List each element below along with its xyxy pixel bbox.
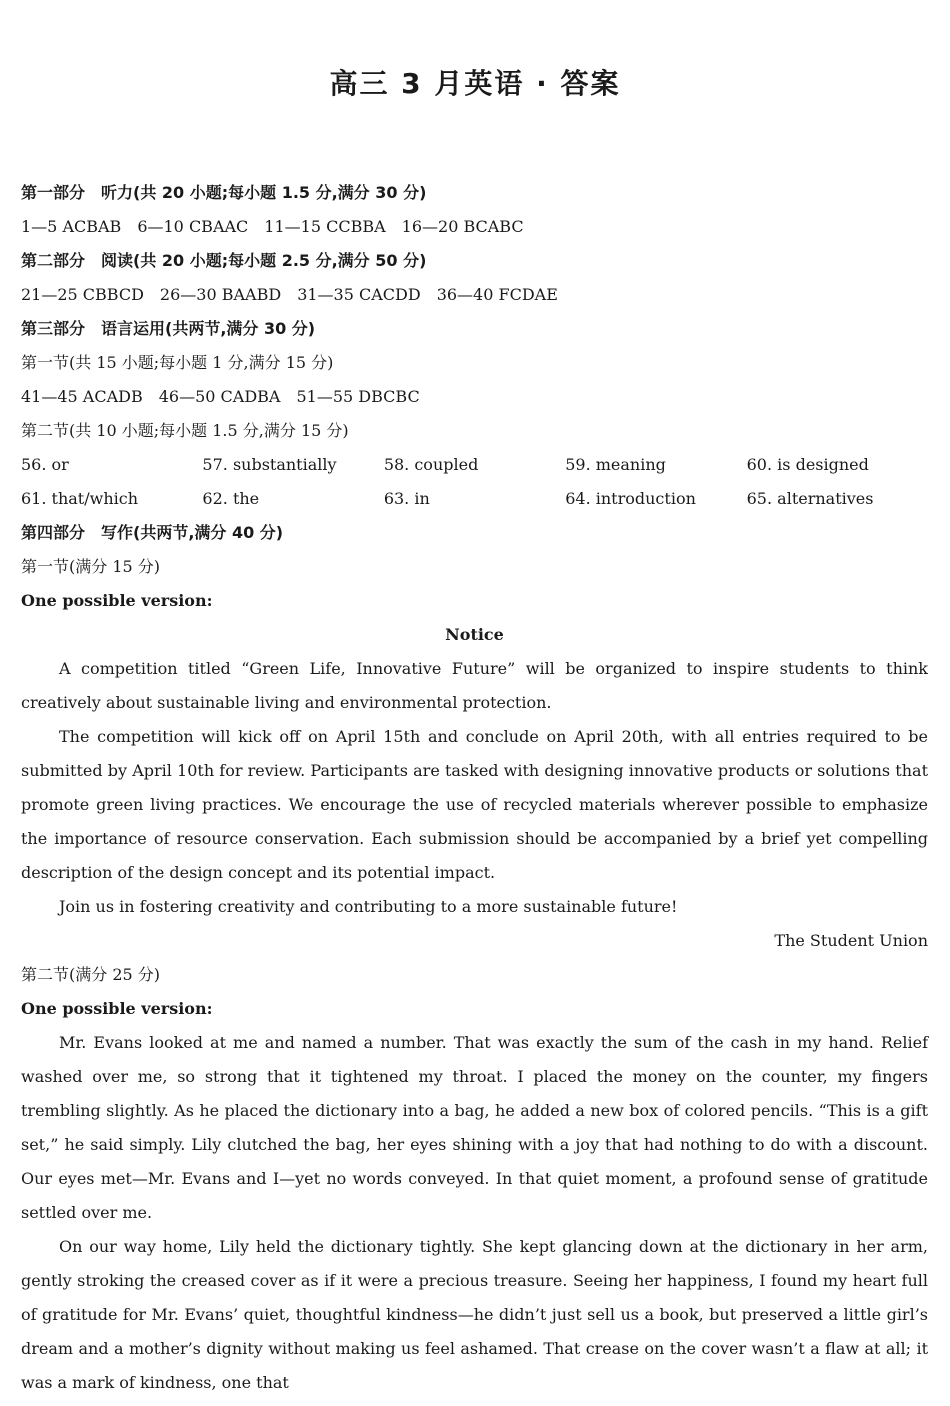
story-paragraph-2: On our way home, Lily held the dictionary tightly. She kept glancing down at the dictionary in her arm, gently stroking the creased cover as if it were a precious treasure. Seeing her happiness, I found my heart full of gratitude for Mr. Evans’ quiet, thoughtful kindness—he didn’t just sell us a book, but preserved a little girl’s dream and a mother’s dignity without making us feel ashamed. That crease on the cover wasn’t a flaw at all; it was a mark of kindness, one that	[21, 1237, 928, 1392]
answer-content	[21, 176, 928, 1400]
notice-paragraph-1: A competition titled “Green Life, Innovative Future” will be organized to inspire students to think creatively about sustainable living and environmental protection.	[21, 659, 928, 712]
notice-paragraph-3: Join us in fostering creativity and contributing to a more sustainable future!	[59, 897, 678, 916]
story-paragraph-1: Mr. Evans looked at me and named a number. That was exactly the sum of the cash in my hand. Relief washed over me, so strong that it tightened my throat. I placed the money on the counter, my fingers trembling slightly. As he placed the dictionary into a bag, he added a new box of colored pencils. “This is a gift set,” he said simply. Lily clutched the bag, her eyes shining with a joy that had nothing to do with a discount. Our eyes met—Mr. Evans and I—yet no words conveyed. In that quiet moment, a profound sense of gratitude settled over me.	[21, 1033, 928, 1222]
answer-61: 61. that/which	[21, 489, 139, 508]
answer-62: 62. the	[202, 489, 260, 508]
page-title: 高三 3 月英语 · 答案	[329, 67, 621, 100]
answer-65: 65. alternatives	[746, 489, 874, 508]
answer-60: 60. is designed	[746, 455, 869, 474]
part3-section2-heading: 第二节(共 10 小题;每小题 1.5 分,满分 15 分)	[21, 421, 349, 440]
answer-row-56-60	[21, 448, 928, 482]
part1-answers: 1—5 ACBAB 6—10 CBAAC 11—15 CCBBA 16—20 BCABC	[21, 217, 524, 236]
part1-heading: 第一部分 听力(共 20 小题;每小题 1.5 分,满分 30 分)	[21, 183, 427, 202]
answer-64: 64. introduction	[565, 489, 696, 508]
answer-58: 58. coupled	[383, 455, 479, 474]
part2-heading: 第二部分 阅读(共 20 小题;每小题 2.5 分,满分 50 分)	[21, 251, 427, 270]
part3-section1-answers: 41—45 ACADB 46—50 CADBA 51—55 DBCBC	[21, 387, 420, 406]
part2-answers: 21—25 CBBCD 26—30 BAABD 31—35 CACDD 36—40 FCDAE	[21, 285, 558, 304]
part3-heading: 第三部分 语言运用(共两节,满分 30 分)	[21, 319, 316, 338]
notice-title: Notice	[445, 625, 504, 644]
notice-paragraph-2: The competition will kick off on April 15th and conclude on April 20th, with all entries required to be submitted by April 10th for review. Participants are tasked with designing innovative products or solutions that promote green living practices. We encourage the use of recycled materials wherever possible to emphasize the importance of resource conservation. Each submission should be accompanied by a brief yet compelling description of the design concept and its potential impact.	[21, 727, 928, 882]
answer-59: 59. meaning	[565, 455, 666, 474]
part4-section2-heading: 第二节(满分 25 分)	[21, 965, 161, 984]
version-label-2: One possible version:	[21, 999, 213, 1018]
part4-section1-heading: 第一节(满分 15 分)	[21, 557, 161, 576]
version-label-1: One possible version:	[21, 591, 213, 610]
part4-heading: 第四部分 写作(共两节,满分 40 分)	[21, 523, 284, 542]
answer-56: 56. or	[21, 455, 69, 474]
notice-signature: The Student Union	[774, 931, 928, 950]
answer-row-61-65	[21, 482, 928, 516]
part3-section1-heading: 第一节(共 15 小题;每小题 1 分,满分 15 分)	[21, 353, 334, 372]
answer-63: 63. in	[383, 489, 430, 508]
answer-57: 57. substantially	[202, 455, 337, 474]
